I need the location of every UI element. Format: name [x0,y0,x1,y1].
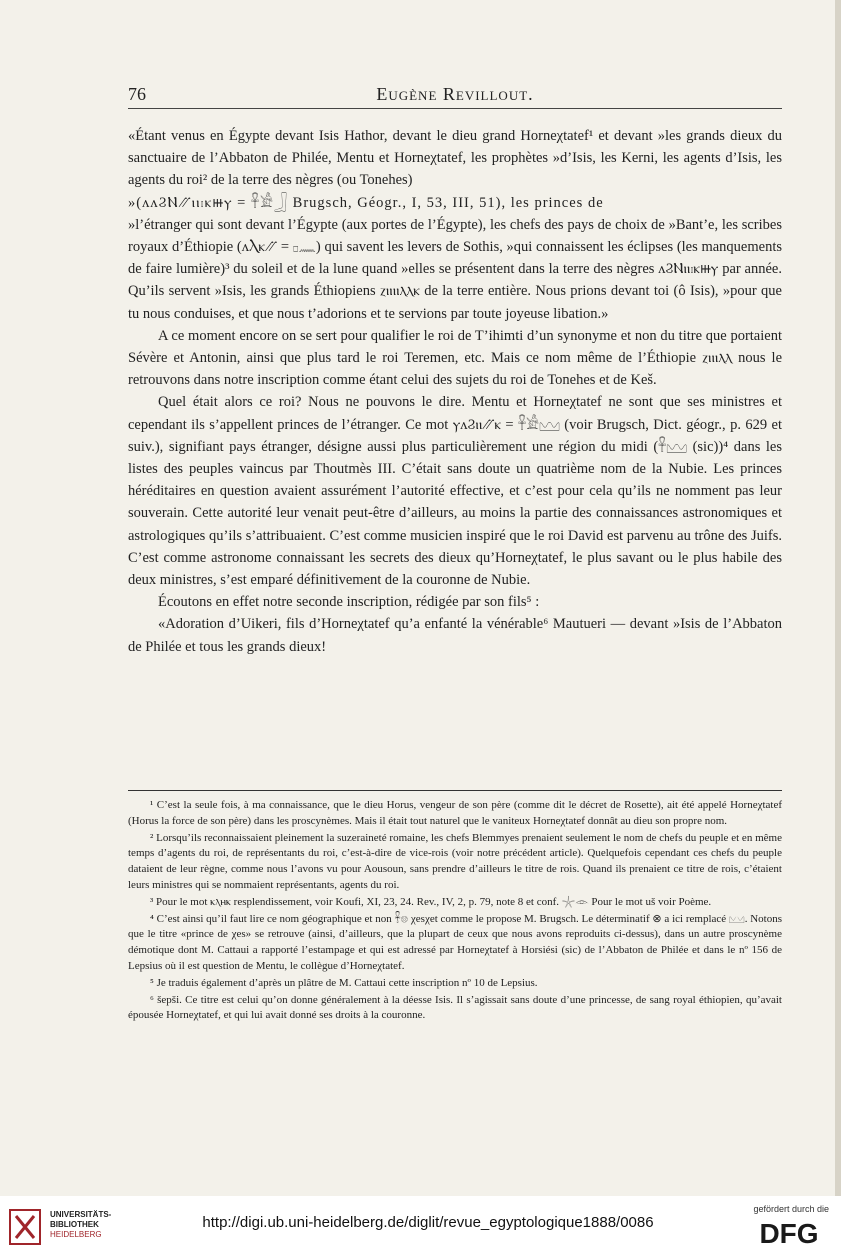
footnote-rule [128,790,782,791]
running-title: Eugène Revillout. [376,84,534,104]
footnotes [128,798,782,1025]
footnote-4: ⁴ C’est ainsi qu’il faut lire ce nom géographique et non 𓋹𓊖 χesχet comme le propose M. Brugsch. Le déterminatif ⊗ a ici remplacé 𓈉. Notons que le titre «prince de χes» se retrouve (ainsi, d’ailleurs, que la plupart de ceux que nous avons reproduits ci-dessus), dans un autre proscynème démotique dont M. Cattaui a rapporté l’estampage et qui est adressé par Horneχtatef à Horsiési (sic) de l’Abbaton de Philée et dans le nº 156 de Lepsius où il est question de Mentu, le collègue d’Horneχtatef. [128,912,782,972]
footnote-3: ³ Pour le mot ⲕⲗⲏⲕ resplendissement, voir Koufi, XI, 23, 24. Rev., IV, 2, p. 79, note 8 et conf. 𓇼𓁹 Pour le mot uš voir Poème. [150,895,712,908]
paragraph-1-continued: »l’étranger qui sont devant l’Égypte (aux portes de l’Égypte), les chefs des pays de choix de »Bant’e, les scribes royaux d’Éthiopie (ʌⲖⲕ⳼ = 𓊪𓈖) qui savent les levers de Sothis, »qui connaissent les éclipses (les manquements de faire lumière)³ du soleil et de la lune quand »elles se présentent dans la terre des nègres ʌϨⲚⲓⲓ𓏤ⲕⲿⲩ par année. Qu’ils servent »Isis, les grands Éthiopiens ⲍⲓⲓⲓⲓⲗⲗⲕ de la terre entière. Nous prions devant toi (ô Isis), »pour que tu nous conduises, et que nous t’adorions et te servions par toute joyeuse libation.» [128,216,782,322]
paragraph-4: Écoutons en effet notre seconde inscription, rédigée par son fils⁵ : [158,594,540,611]
viewer-footer [0,1196,841,1258]
body-text [128,125,782,658]
library-name: UNIVERSITÄTS- BIBLIOTHEK HEIDELBERG [50,1210,112,1239]
svg-text:DFG: DFG [759,1218,819,1248]
funder-label: gefördert durch die [753,1204,829,1214]
footnote-2: ² Lorsqu’ils reconnaissaient pleinement la suzeraineté romaine, les chefs Blemmyes prenaient seulement le nom de chefs du peuple et en même temps d’agents du roi, de représentants du roi, c’est-à-dire de vice-rois (voir notre précédent article). Quelquefois cependant ces chefs du peuple dataient de leur règne, comme nous l’avons vu pour Aousoun, sans prendre d’ailleurs le titre de rois. Quand ils prenaient ce titre de rois, c’étaient leurs ministres qui se nommaient représentants, agents du roi. [128,831,782,891]
footnote-6: ⁶ šepši. Ce titre est celui qu’on donne généralement à la déesse Isis. Il s’agissait sans doute d’une princesse, de sang royal éthiopien, qu’avait épousée Horneχtatef, et qui lui avait donné ses droits à la couronne. [128,993,782,1022]
paragraph-1-hieroglyph-line: »(ʌʌϨⲚ⳼ⲓⲓ𓏤ⲕⲿⲩ = 𓋹𓀀𓃀 Brugsch, Géogr., I, 53, III, 51), les princes de [128,194,604,211]
paragraph-1: «Étant venus en Égypte devant Isis Hathor, devant le dieu grand Horneχtatef¹ et devant »les grands dieux du sanctuaire de l’Abbaton de Philée, Mentu et Horneχtatef, les prophètes »d’Isis, les Kerni, les agents d’Isis, les agents du roi² de la terre des nègres (ou Tonehes) [128,128,782,189]
page-header [128,80,782,109]
paragraph-5: «Adoration d’Uikeri, fils d’Horneχtatef qu’a enfanté la vénérable⁶ Mautueri — devant »Isis de l’Abbaton de Philée et tous les grands dieux! [128,616,782,655]
permalink-url[interactable]: http://digi.ub.uni-heidelberg.de/diglit/revue_egyptologique1888/0086 [202,1214,654,1231]
university-library-logo-icon [8,1206,42,1248]
dfg-logo-icon [749,1218,829,1248]
page-number: 76 [128,84,146,104]
paragraph-2: A ce moment encore on se sert pour qualifier le roi de T’ihimti d’un synonyme et non du titre que portaient Sévère et Antonin, ainsi que plus tard le roi Teremen, etc. Mais ce nom même de l’Éthiopie ⲍⲓⲓⲓⲗⲗ nous le retrouvons dans notre inscription comme étant celui des sujets du roi de Tonehes et de Keš. [128,327,782,389]
paragraph-3: Quel était alors ce roi? Nous ne pouvons le dire. Mentu et Horneχtatef ne sont que ses ministres et cependant ils s’appellent princes de l’étranger. Ce mot ⲩʌϨⲓⲓ⳼ⲕ = 𓋹𓀀𓈉 (voir Brugsch, Dict. géogr., p. 629 et suiv.), signifiant pays étranger, désigne aussi plus particulièrement une région du midi (𓋹𓈉 (sic))⁴ dans les listes des peuples vaincus par Thoutmès III. C’était sans doute un quatrième nom de la Nubie. Les princes héréditaires en question avaient assurément l’autorité effective, et c’est pour cela qu’ils ne nomment pas leur souverain. Cette autorité leur venait peut-être d’ailleurs, au moins la partie des connaissances astronomiques et astrologiques qu’ils s’attribuaient. C’est comme musicien inspiré que le roi David est parvenu au trône des Juifs. C’est comme astronome connaissant les secrets des dieux qu’Horneχtatef, le plus savant ou le plus habile des deux ministres, s’est emparé définitivement de la couronne de Nubie. [128,394,782,589]
footnote-1: ¹ C’est la seule fois, à ma connaissance, que le dieu Horus, vengeur de son père (comme dit le décret de Rosette), ait été appelé Horneχtatef (Horus la force de son père) dans les proscynèmes. Mais il était tout naturel que le vaniteux Horneχtatef donnât au dieu son propre nom. [128,799,782,827]
footnote-5: ⁵ Je traduis également d’après un plâtre de M. Cattaui cette inscription nº 10 de Lepsius. [150,976,538,989]
